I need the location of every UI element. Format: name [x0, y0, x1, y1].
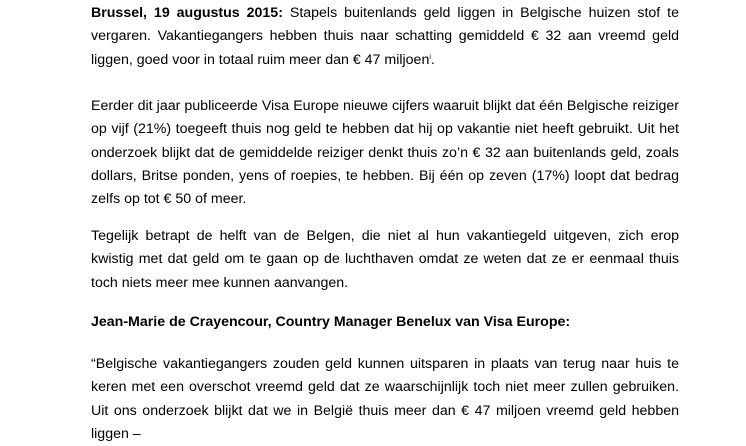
dateline: Brussel, 19 augustus 2015: — [91, 5, 283, 21]
quote-heading — [91, 311, 679, 334]
intro-paragraph — [91, 2, 679, 72]
quote-text: “Belgische vakantiegangers zouden geld kunnen uitsparen in plaats van terug naar huis te keren met een overschot vreemd geld dat ze waarschijnlijk toch niet meer zullen gebruiken. Uit ons onderzoek blijkt dat we in België thuis meer dan € 47 miljoen vreemd geld hebben liggen – — [91, 356, 679, 442]
intro-text — [91, 2, 679, 72]
survey-paragraph — [91, 95, 679, 211]
footnote-marker[interactable]: i — [429, 53, 431, 61]
intro-end: . — [430, 51, 435, 68]
quote-paragraph — [91, 353, 679, 446]
airport-text: Tegelijk betrapt de helft van de Belgen, die niet al hun vakantiegeld uitgeven, zich erop kwistig met dat geld om te gaan op de luchthaven omdat ze weten dat ze er eenmaal thuis toch niets meer mee kunnen aanvangen. — [91, 228, 679, 291]
airport-paragraph — [91, 225, 679, 295]
survey-text: Eerder dit jaar publiceerde Visa Europe nieuwe cijfers waaruit blijkt dat één Belgische reiziger op vijf (21%) toegeeft thuis nog geld te hebben dat hij op vakantie niet heeft gebruikt. Uit het onderzoek blijkt dat de gemiddelde reiziger denkt thuis zo’n € 32 aan buitenlands geld, zoals dollars, Britse ponden, yens of roepies, te hebben. Bij één op zeven (17%) loopt dat bedrag zelfs op tot € 50 of meer. — [91, 98, 679, 208]
quote-heading-text: Jean-Marie de Crayencour, Country Manager Benelux van Visa Europe: — [91, 314, 571, 330]
intro-body: Stapels buitenlands geld liggen in Belgische huizen stof te vergaren. Vakantiegangers hebben thuis naar schatting gemiddeld € 32 aan vreemd geld liggen, goed voor in totaal ruim meer dan € 47 miljoen — [91, 5, 679, 68]
